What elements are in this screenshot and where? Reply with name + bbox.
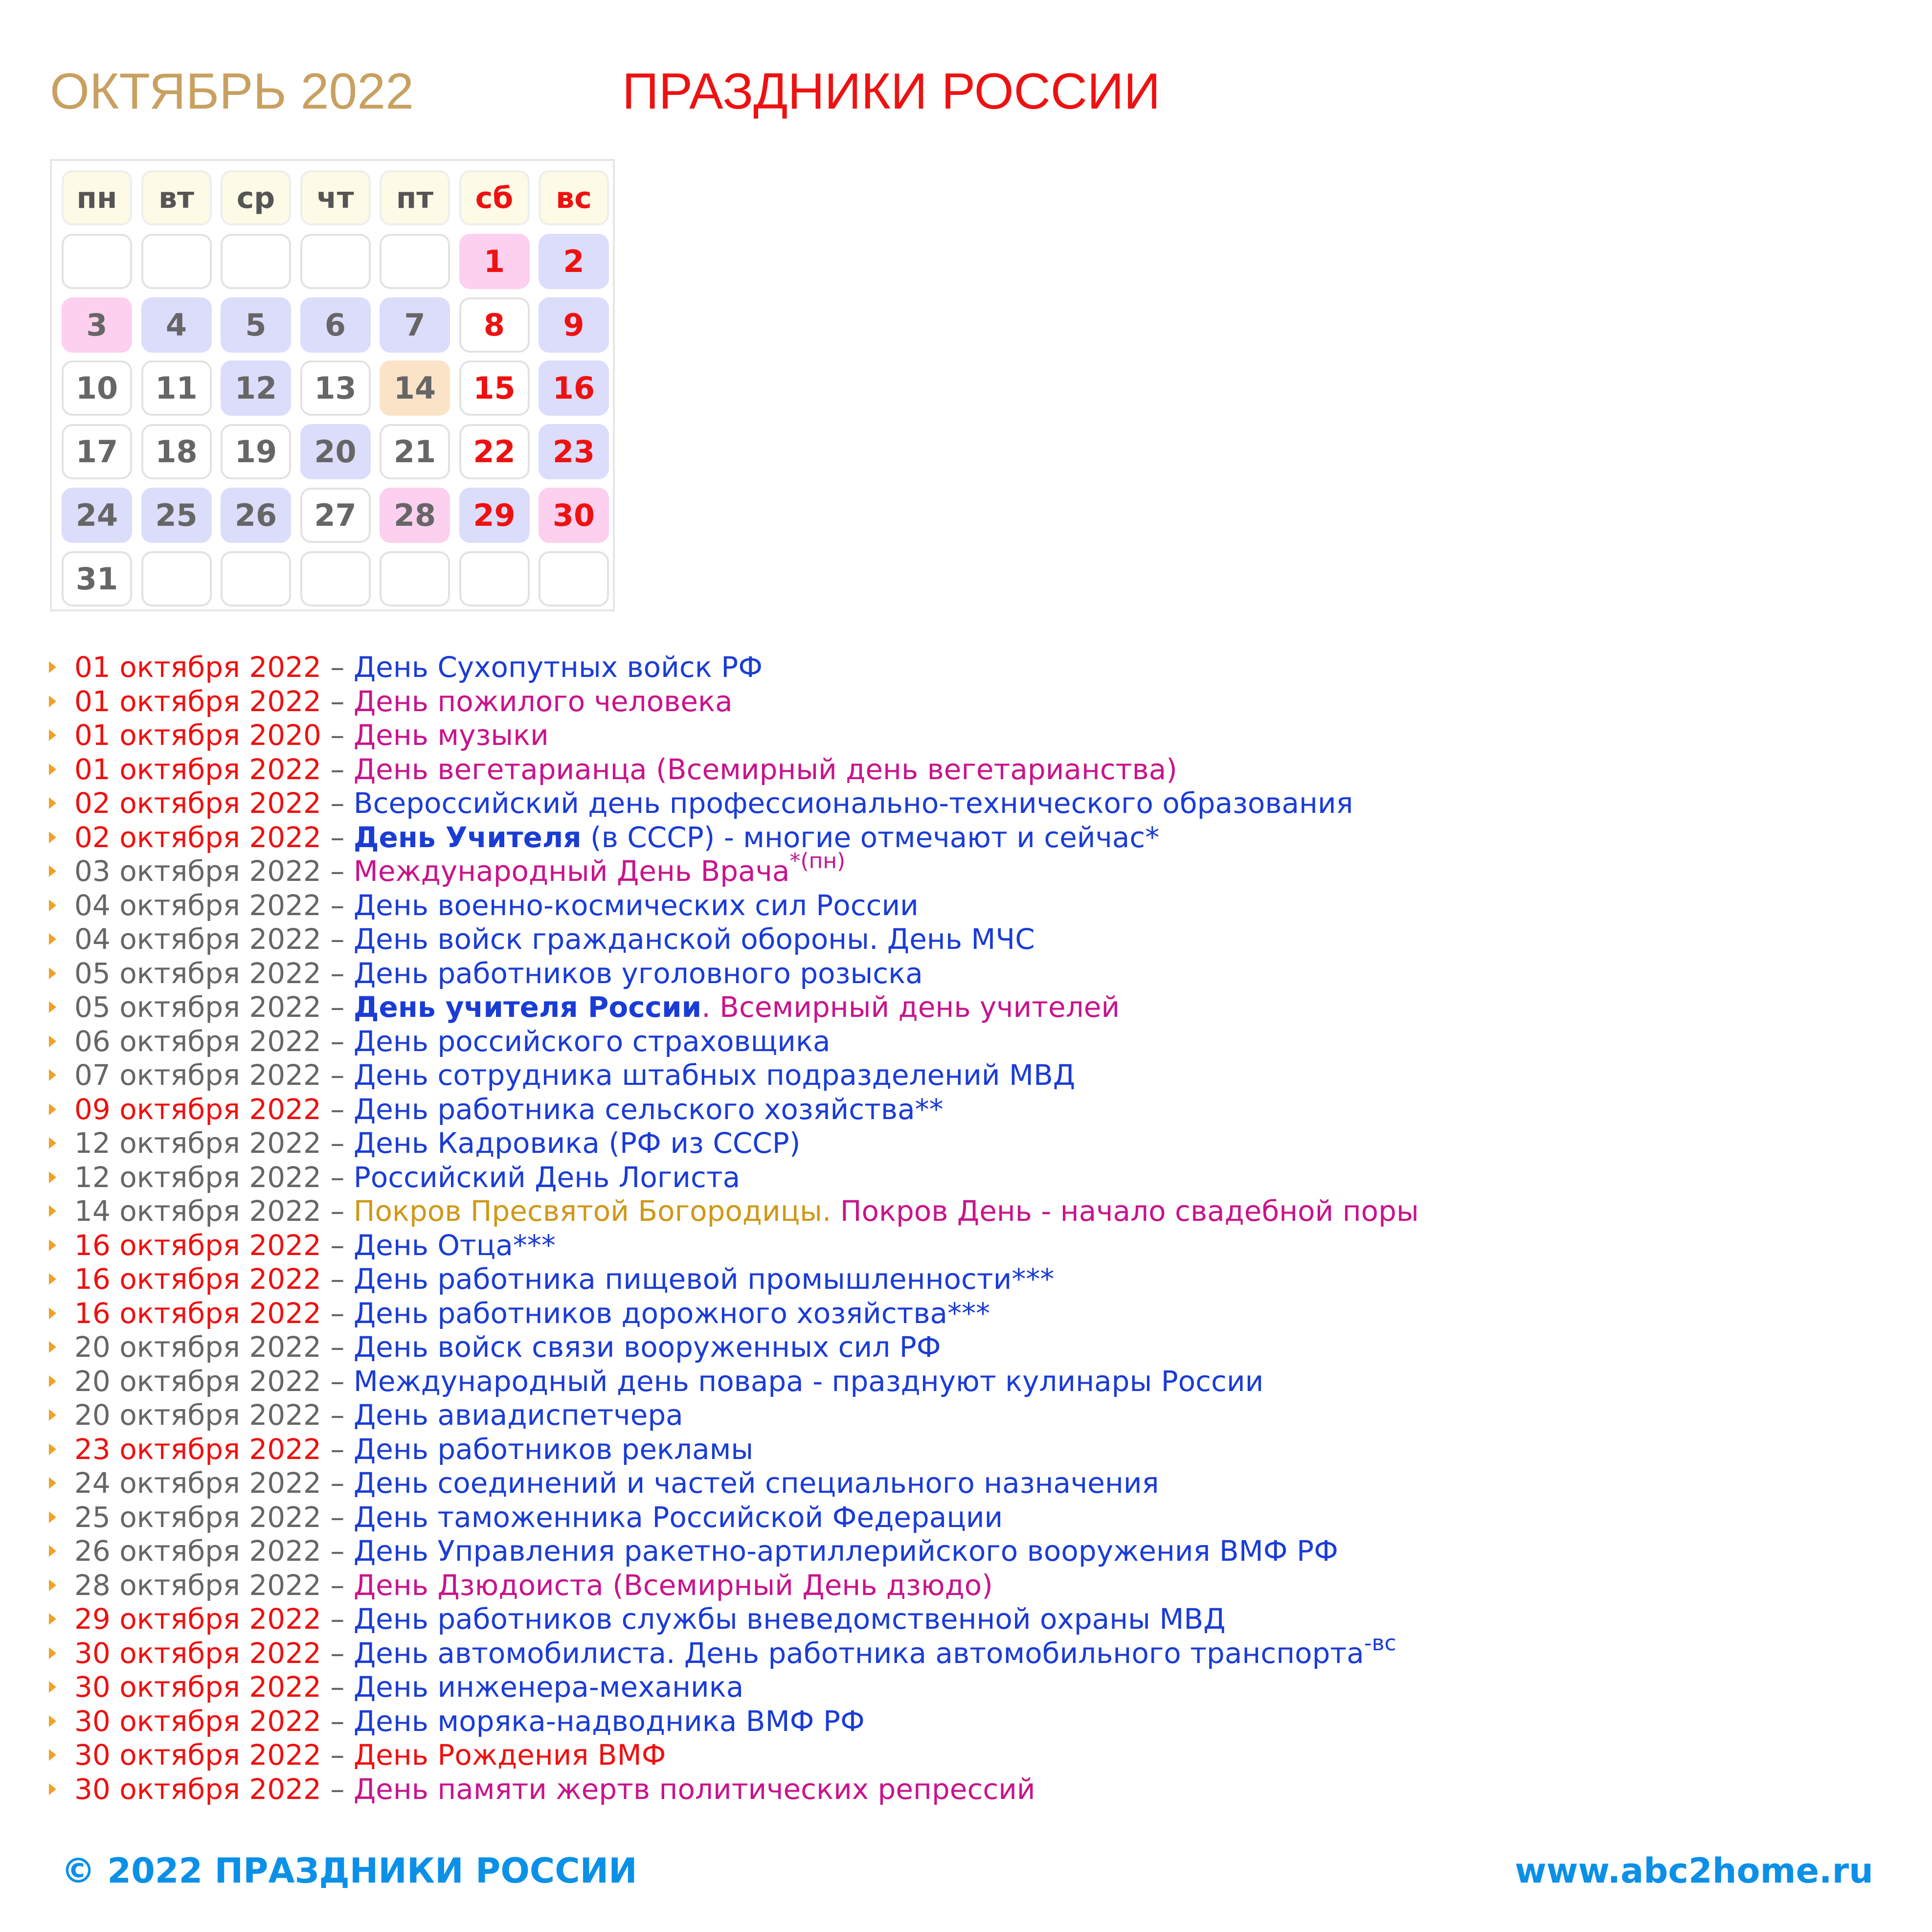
holiday-date: 23 октября 2022	[74, 1432, 321, 1466]
holiday-name: День Рождения ВМФ	[353, 1738, 666, 1772]
holiday-name: День пожилого человека	[353, 684, 733, 718]
day-cell[interactable]: 23	[539, 424, 609, 479]
holiday-date: 06 октября 2022	[74, 1024, 321, 1058]
holiday-name: День Сухопутных войск РФ	[353, 651, 763, 684]
bullet-arrow-icon	[49, 729, 56, 741]
holiday-separator: –	[321, 651, 354, 684]
holiday-separator: –	[321, 1262, 354, 1296]
holiday-name: Международный День Врача	[353, 854, 790, 888]
day-cell[interactable]: 31	[62, 551, 132, 607]
holiday-separator: –	[321, 922, 354, 956]
holiday-date: 07 октября 2022	[74, 1058, 321, 1092]
holiday-name: Всероссийский день профессионально-технического образования	[353, 786, 1353, 820]
holiday-separator: –	[321, 1738, 354, 1772]
holiday-name: . Всемирный день учителей	[701, 990, 1120, 1024]
holiday-item	[45, 957, 1419, 991]
holiday-date: 20 октября 2022	[74, 1364, 321, 1398]
holiday-separator: –	[321, 752, 354, 786]
holiday-name: День войск связи вооруженных сил РФ	[353, 1330, 941, 1364]
holiday-name: День Дзюдоиста (Всемирный День дзюдо)	[353, 1568, 993, 1602]
bullet-arrow-icon	[49, 1545, 56, 1557]
holiday-date: 30 октября 2022	[74, 1670, 321, 1704]
holiday-footnote: *(пн)	[789, 849, 846, 874]
holiday-date: 28 октября 2022	[74, 1568, 321, 1602]
bullet-arrow-icon	[49, 1579, 56, 1591]
holiday-date: 02 октября 2022	[74, 786, 321, 820]
empty-day-cell	[539, 551, 609, 607]
holiday-date: 04 октября 2022	[74, 888, 321, 922]
day-cell[interactable]: 8	[459, 297, 530, 353]
holiday-item	[45, 1501, 1419, 1535]
holiday-name: День работника сельского хозяйства**	[353, 1092, 944, 1126]
holiday-item	[45, 1194, 1419, 1229]
holiday-item	[45, 1433, 1419, 1467]
holiday-date: 12 октября 2022	[74, 1126, 321, 1160]
holiday-separator: –	[321, 1194, 354, 1228]
holiday-separator: –	[321, 1092, 354, 1126]
holiday-date: 25 октября 2022	[74, 1500, 321, 1534]
holiday-name: Покров Пресвятой Богородицы.	[353, 1194, 831, 1228]
bullet-arrow-icon	[49, 1307, 56, 1319]
holiday-name: День Кадровика (РФ из СССР)	[353, 1126, 801, 1160]
holiday-separator: –	[321, 1330, 354, 1364]
weekday-header[interactable]: вт	[141, 170, 212, 225]
day-cell[interactable]: 20	[300, 424, 371, 479]
day-cell[interactable]: 13	[300, 360, 371, 416]
weekday-header[interactable]: вс	[539, 170, 609, 225]
bullet-arrow-icon	[49, 1749, 56, 1761]
holiday-separator: –	[321, 1126, 354, 1160]
holiday-footnote: -вс	[1364, 1630, 1396, 1656]
footer-copyright: © 2022 ПРАЗДНИКИ РОССИИ	[61, 1851, 637, 1891]
holiday-date: 29 октября 2022	[74, 1602, 321, 1636]
holiday-date: 03 октября 2022	[74, 854, 321, 888]
holiday-separator: –	[321, 1704, 354, 1738]
bullet-arrow-icon	[49, 1069, 56, 1081]
day-cell[interactable]: 17	[62, 424, 132, 479]
weekday-header[interactable]: пт	[380, 170, 450, 225]
bullet-arrow-icon	[49, 899, 56, 911]
holiday-date: 04 октября 2022	[74, 922, 321, 956]
holiday-date: 16 октября 2022	[74, 1228, 321, 1262]
day-cell[interactable]: 24	[62, 488, 132, 543]
holiday-item	[45, 1297, 1419, 1331]
day-cell[interactable]: 6	[300, 297, 371, 353]
holiday-item	[45, 1093, 1419, 1127]
day-cell[interactable]: 2	[539, 234, 609, 289]
weekday-header[interactable]: чт	[300, 170, 371, 225]
holiday-item	[45, 1398, 1419, 1433]
empty-day-cell	[380, 234, 450, 289]
holiday-date: 20 октября 2022	[74, 1398, 321, 1432]
bullet-arrow-icon	[49, 865, 56, 877]
bullet-arrow-icon	[49, 1613, 56, 1625]
day-cell[interactable]: 26	[221, 488, 291, 543]
holiday-separator: –	[321, 854, 354, 888]
holiday-separator: –	[321, 1228, 354, 1262]
bullet-arrow-icon	[49, 1375, 56, 1387]
bullet-arrow-icon	[49, 764, 56, 775]
bullet-arrow-icon	[49, 1647, 56, 1659]
empty-day-cell	[300, 551, 371, 607]
bullet-arrow-icon	[49, 1783, 56, 1795]
holiday-name: День автомобилиста. День работника автомобильного транспорта	[353, 1636, 1364, 1670]
holiday-item	[45, 1670, 1419, 1705]
holiday-separator: –	[321, 888, 354, 922]
holiday-item	[45, 1161, 1419, 1195]
holiday-date: 20 октября 2022	[74, 1330, 321, 1364]
day-cell[interactable]: 30	[539, 488, 609, 543]
holiday-item	[45, 1705, 1419, 1739]
holiday-name: День Управления ракетно-артиллерийского вооружения ВМФ РФ	[353, 1534, 1339, 1568]
day-cell[interactable]: 18	[141, 424, 212, 479]
weekday-header[interactable]: ср	[221, 170, 291, 225]
day-cell[interactable]: 5	[221, 297, 291, 353]
day-cell[interactable]: 1	[459, 234, 530, 289]
holiday-date: 05 октября 2022	[74, 990, 321, 1024]
bullet-arrow-icon	[49, 1239, 56, 1251]
holiday-item	[45, 1262, 1419, 1297]
bullet-arrow-icon	[49, 1001, 56, 1013]
holiday-name: День памяти жертв политических репрессий	[353, 1772, 1035, 1806]
holiday-date: 30 октября 2022	[74, 1636, 321, 1670]
holiday-separator: –	[321, 786, 354, 820]
holiday-name: День моряка-надводника ВМФ РФ	[353, 1704, 865, 1738]
holiday-name: День инженера-механика	[353, 1670, 744, 1704]
holiday-list	[45, 651, 1419, 1806]
holiday-item	[45, 1058, 1419, 1093]
holiday-item	[45, 685, 1419, 719]
holiday-item	[45, 786, 1419, 821]
holiday-item	[45, 651, 1419, 685]
page-title: ПРАЗДНИКИ РОССИИ	[622, 63, 1161, 120]
day-cell[interactable]: 10	[62, 360, 132, 416]
holiday-item	[45, 849, 1419, 889]
holiday-name: День сотрудника штабных подразделений МВД	[353, 1058, 1076, 1092]
holiday-item	[45, 1773, 1419, 1807]
empty-day-cell	[300, 234, 371, 289]
holiday-date: 02 октября 2022	[74, 820, 321, 854]
day-cell[interactable]: 9	[539, 297, 609, 353]
holiday-name: День Отца***	[353, 1228, 556, 1262]
holiday-separator: –	[321, 1398, 354, 1432]
bullet-arrow-icon	[49, 1477, 56, 1489]
day-cell[interactable]: 25	[141, 488, 212, 543]
holiday-name: День работников уголовного розыска	[353, 956, 923, 990]
bullet-arrow-icon	[49, 661, 56, 673]
month-calendar	[50, 159, 615, 611]
holiday-separator: –	[321, 1534, 354, 1568]
holiday-name: День музыки	[353, 719, 549, 752]
holiday-separator: –	[321, 956, 354, 990]
holiday-date: 16 октября 2022	[74, 1296, 321, 1330]
holiday-item	[45, 753, 1419, 787]
holiday-name: Покров День - начало свадебной поры	[831, 1194, 1419, 1228]
holiday-date: 01 октября 2022	[74, 684, 321, 718]
day-cell[interactable]: 12	[221, 360, 291, 416]
holiday-separator: –	[321, 1500, 354, 1534]
holiday-item	[45, 1365, 1419, 1399]
holiday-item	[45, 719, 1419, 753]
holiday-date: 09 октября 2022	[74, 1092, 321, 1126]
holiday-date: 01 октября 2022	[74, 752, 321, 786]
holiday-name: День работника пищевой промышленности***	[353, 1262, 1055, 1296]
bullet-arrow-icon	[49, 797, 56, 809]
holiday-separator: –	[321, 1602, 354, 1636]
holiday-separator: –	[321, 1636, 354, 1670]
holiday-separator: –	[321, 719, 354, 752]
holiday-item	[45, 1330, 1419, 1365]
holiday-name: День работников службы вневедомственной охраны МВД	[353, 1602, 1226, 1636]
holiday-item	[45, 1229, 1419, 1263]
holiday-name: День военно-космических сил России	[353, 888, 919, 922]
day-cell[interactable]: 7	[380, 297, 450, 353]
bullet-arrow-icon	[49, 1137, 56, 1149]
holiday-date: 30 октября 2022	[74, 1772, 321, 1806]
bullet-arrow-icon	[49, 1715, 56, 1727]
holiday-date: 01 октября 2022	[74, 651, 321, 684]
empty-day-cell	[459, 551, 530, 607]
day-cell[interactable]: 3	[62, 297, 132, 353]
holiday-separator: –	[321, 1160, 354, 1194]
holiday-name: День Учителя	[353, 820, 582, 854]
holiday-name: День учителя России	[353, 990, 702, 1024]
holiday-name: День работников рекламы	[353, 1432, 754, 1466]
holiday-name: День российского страховщика	[353, 1024, 831, 1058]
holiday-item	[45, 1534, 1419, 1569]
holiday-name: День войск гражданской обороны. День МЧС	[353, 922, 1035, 956]
holiday-name: День соединений и частей специального назначения	[353, 1466, 1159, 1500]
holiday-date: 30 октября 2022	[74, 1704, 321, 1738]
day-cell[interactable]: 27	[300, 488, 371, 543]
bullet-arrow-icon	[49, 1681, 56, 1693]
holiday-separator: –	[321, 684, 354, 718]
holiday-separator: –	[321, 1296, 354, 1330]
holiday-item	[45, 1126, 1419, 1161]
empty-day-cell	[221, 234, 291, 289]
holiday-item	[45, 1466, 1419, 1501]
empty-day-cell	[141, 551, 212, 607]
holiday-item	[45, 889, 1419, 923]
day-cell[interactable]: 14	[380, 360, 450, 416]
bullet-arrow-icon	[49, 1443, 56, 1455]
holiday-separator: –	[321, 1568, 354, 1602]
empty-day-cell	[221, 551, 291, 607]
day-cell[interactable]: 15	[459, 360, 530, 416]
holiday-date: 24 октября 2022	[74, 1466, 321, 1500]
empty-day-cell	[62, 234, 132, 289]
bullet-arrow-icon	[49, 696, 56, 707]
holiday-date: 30 октября 2022	[74, 1738, 321, 1772]
holiday-date: 14 октября 2022	[74, 1194, 321, 1228]
day-cell[interactable]: 28	[380, 488, 450, 543]
holiday-name: (в СССР) - многие отмечают и сейчас*	[581, 820, 1160, 854]
day-cell[interactable]: 22	[459, 424, 530, 479]
holiday-item	[45, 1630, 1419, 1671]
bullet-arrow-icon	[49, 831, 56, 843]
holiday-separator: –	[321, 1670, 354, 1704]
holiday-name: День таможенника Российской Федерации	[353, 1500, 1003, 1534]
holiday-separator: –	[321, 1364, 354, 1398]
holiday-item	[45, 1569, 1419, 1603]
holiday-separator: –	[321, 1466, 354, 1500]
holiday-separator: –	[321, 990, 354, 1024]
holiday-item	[45, 922, 1419, 957]
day-cell[interactable]: 4	[141, 297, 212, 353]
bullet-arrow-icon	[49, 1035, 56, 1047]
day-cell[interactable]: 29	[459, 488, 530, 543]
holiday-separator: –	[321, 1772, 354, 1806]
day-cell[interactable]: 21	[380, 424, 450, 479]
holiday-name: Российский День Логиста	[353, 1160, 741, 1194]
holiday-item	[45, 1602, 1419, 1637]
holiday-date: 16 октября 2022	[74, 1262, 321, 1296]
holiday-item	[45, 1025, 1419, 1059]
bullet-arrow-icon	[49, 1409, 56, 1421]
weekday-header[interactable]: сб	[459, 170, 530, 225]
bullet-arrow-icon	[49, 1511, 56, 1523]
weekday-header[interactable]: пн	[62, 170, 132, 225]
bullet-arrow-icon	[49, 967, 56, 979]
holiday-name: День вегетарианца (Всемирный день вегетарианства)	[353, 752, 1177, 786]
holiday-date: 01 октября 2020	[74, 719, 321, 752]
holiday-date: 05 октября 2022	[74, 956, 321, 990]
holiday-name: День авиадиспетчера	[353, 1398, 683, 1432]
empty-day-cell	[380, 551, 450, 607]
holiday-name: День работников дорожного хозяйства***	[353, 1296, 990, 1330]
bullet-arrow-icon	[49, 1103, 56, 1115]
holiday-separator: –	[321, 1024, 354, 1058]
bullet-arrow-icon	[49, 1341, 56, 1353]
bullet-arrow-icon	[49, 1273, 56, 1285]
holiday-separator: –	[321, 1432, 354, 1466]
day-cell[interactable]: 16	[539, 360, 609, 416]
holiday-item	[45, 821, 1419, 855]
holiday-date: 12 октября 2022	[74, 1160, 321, 1194]
day-cell[interactable]: 19	[221, 424, 291, 479]
holiday-separator: –	[321, 1058, 354, 1092]
holiday-separator: –	[321, 820, 354, 854]
holiday-item	[45, 990, 1419, 1025]
bullet-arrow-icon	[49, 1171, 56, 1183]
holiday-date: 26 октября 2022	[74, 1534, 321, 1568]
empty-day-cell	[141, 234, 212, 289]
footer-website-link[interactable]: www.abc2home.ru	[1515, 1851, 1873, 1891]
bullet-arrow-icon	[49, 1205, 56, 1217]
month-title: ОКТЯБРЬ 2022	[50, 63, 414, 120]
holiday-item	[45, 1738, 1419, 1773]
bullet-arrow-icon	[49, 933, 56, 945]
holiday-name: Международный день повара - празднуют кулинары России	[353, 1364, 1264, 1398]
day-cell[interactable]: 11	[141, 360, 212, 416]
